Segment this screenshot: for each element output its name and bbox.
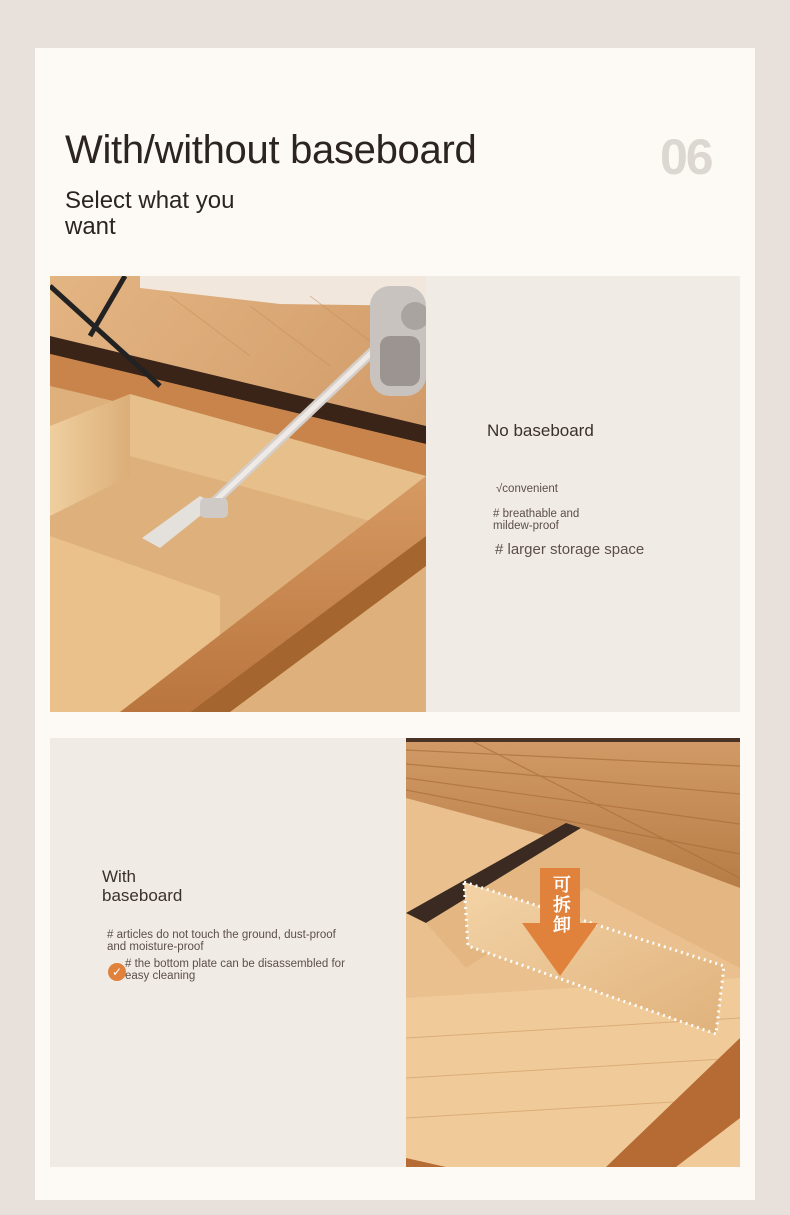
- feature-dust-proof: # articles do not touch the ground, dust-proof and moisture-proof: [107, 929, 336, 953]
- no-baseboard-panel: [426, 276, 740, 712]
- section-number: 06: [660, 129, 712, 185]
- page-subtitle: Select what you want: [65, 187, 235, 240]
- feature-breathable: # breathable and mildew-proof: [493, 508, 580, 532]
- feature-removable: # the bottom plate can be disassembled for easy cleaning: [125, 958, 345, 982]
- removable-label: 可拆卸: [553, 875, 571, 936]
- with-baseboard-heading: With baseboard: [102, 867, 183, 905]
- page-title: With/without baseboard: [65, 128, 477, 172]
- no-baseboard-heading: No baseboard: [487, 421, 594, 440]
- feature-storage: # larger storage space: [495, 541, 645, 558]
- no-baseboard-photo: [50, 276, 426, 712]
- feature-convenient: √convenient: [496, 483, 558, 495]
- check-icon: ✓: [108, 963, 126, 981]
- with-baseboard-photo: [406, 738, 740, 1167]
